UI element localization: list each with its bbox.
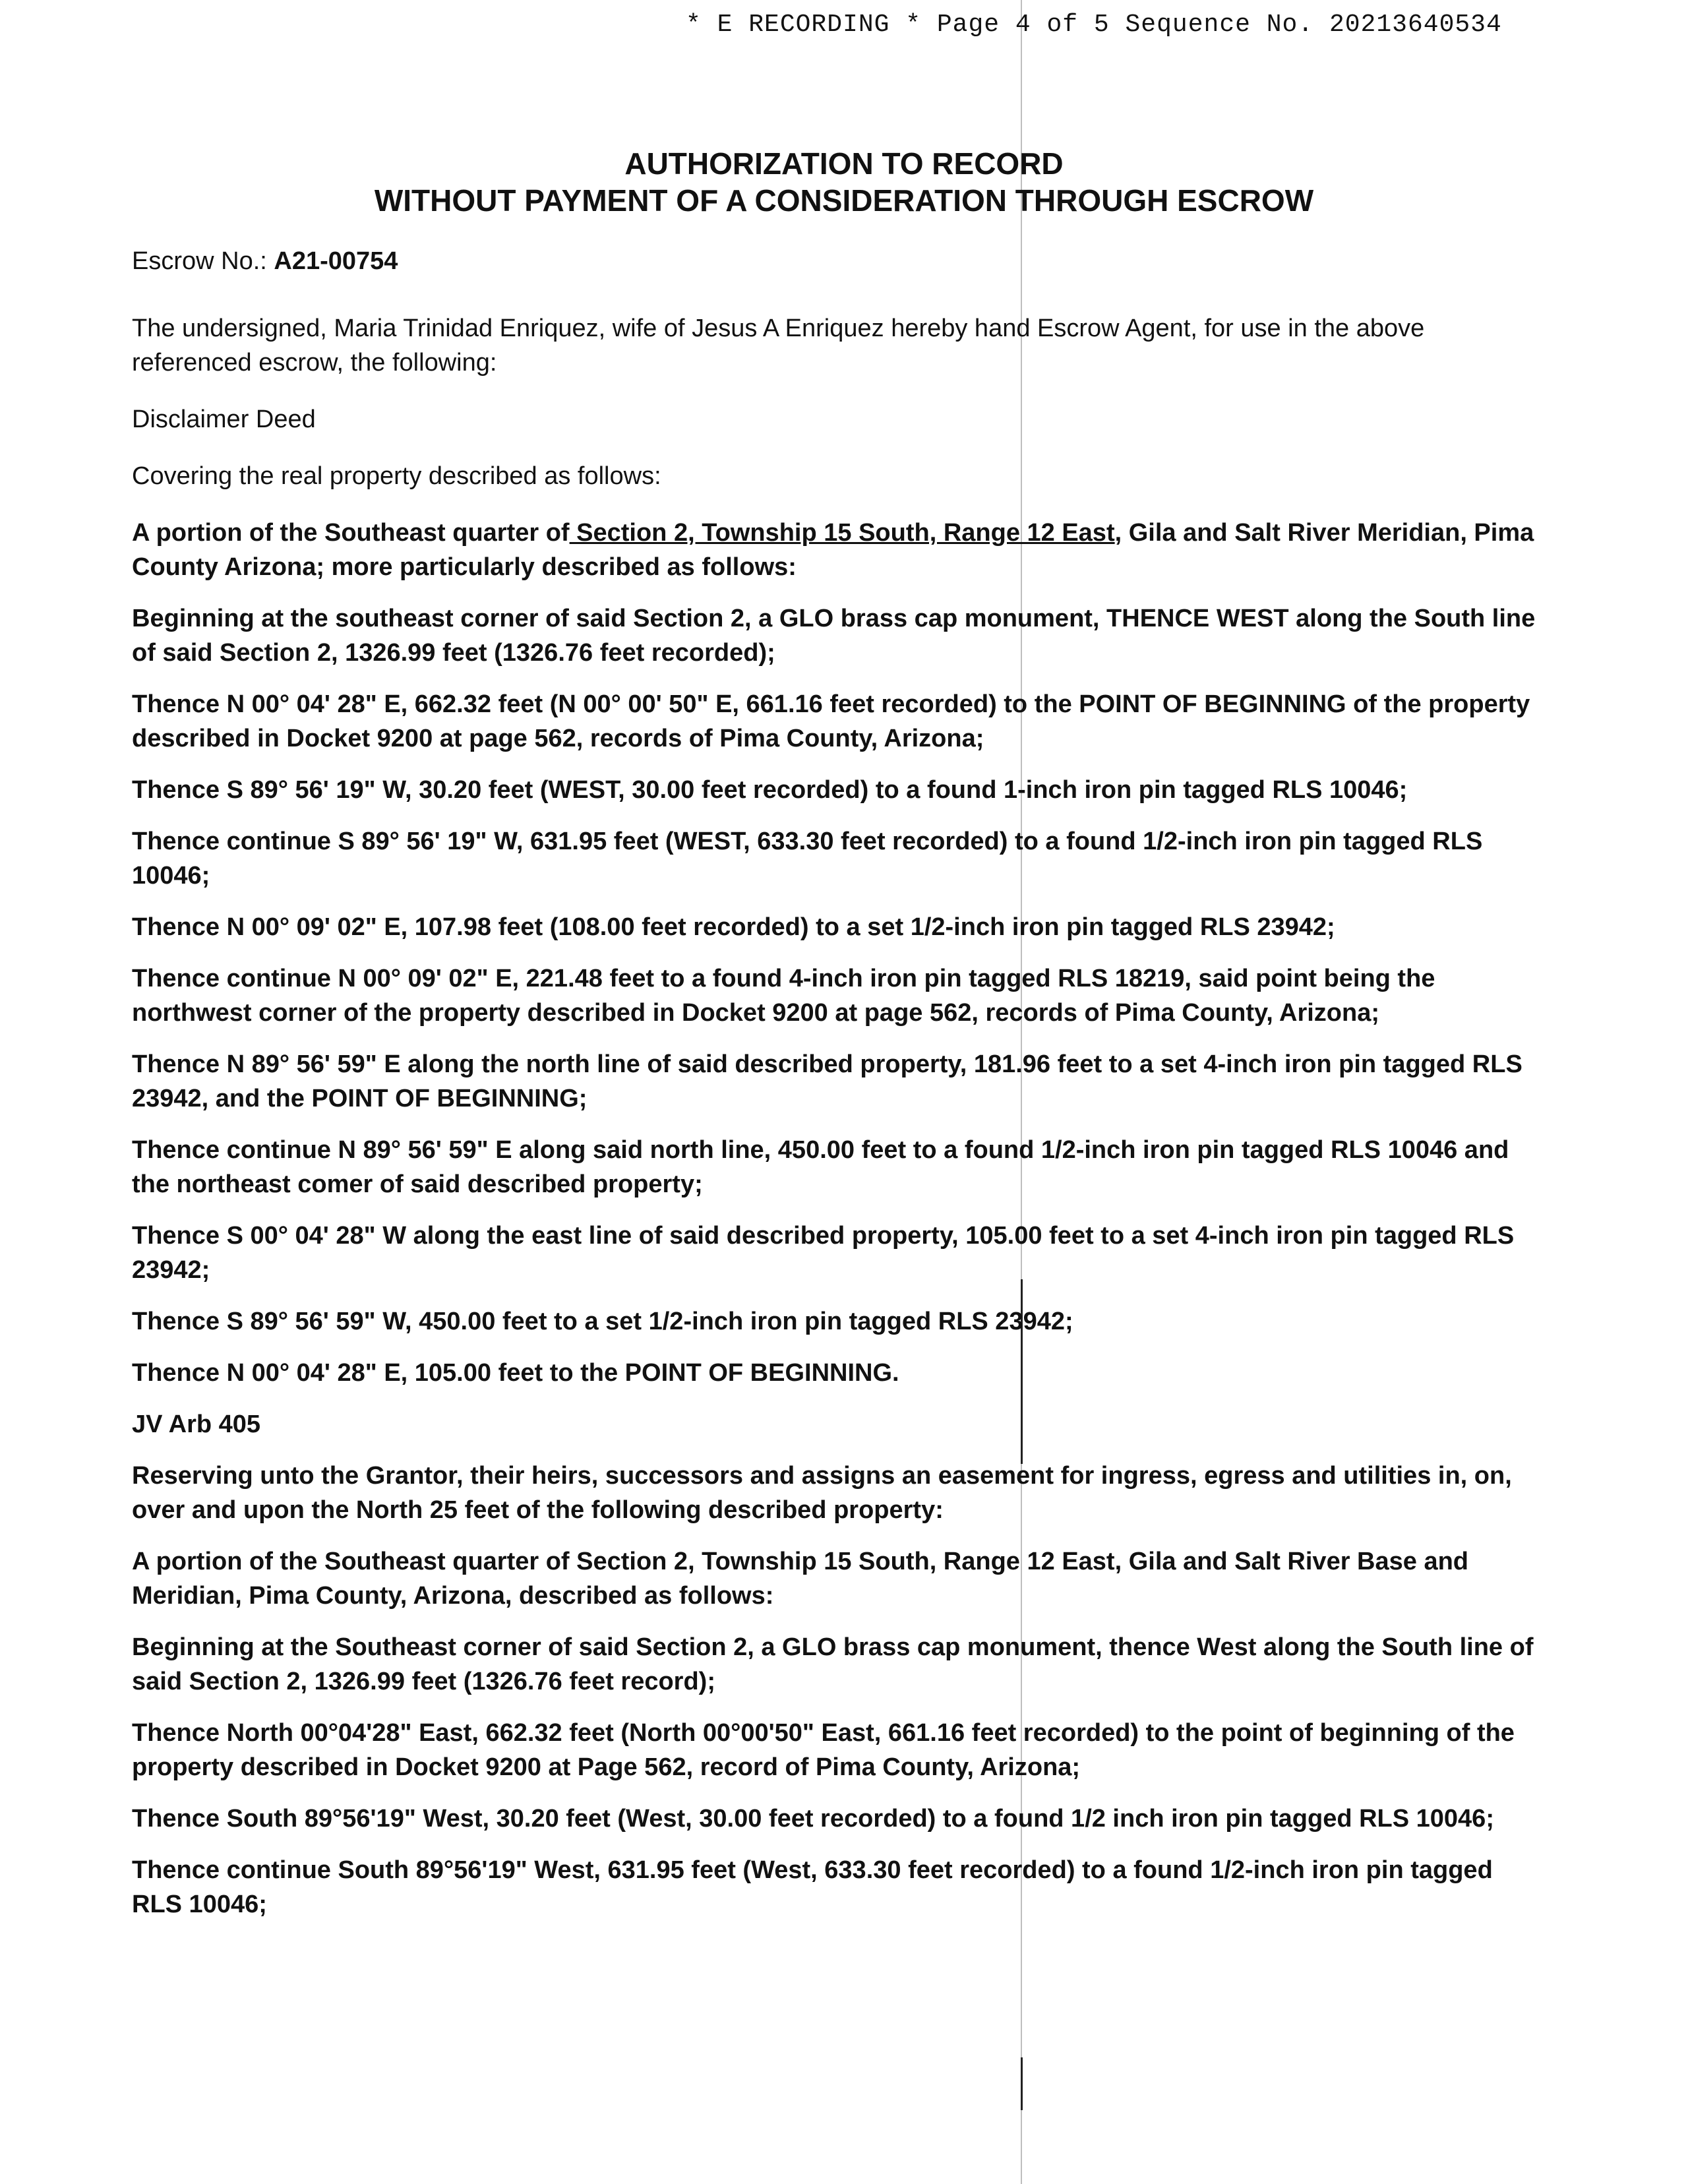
legal-intro-pre: A portion of the Southeast quarter of <box>132 519 570 547</box>
legal-intro-section: Section 2, Township 15 South, Range 12 East <box>569 519 1115 547</box>
intro-paragraph: The undersigned, Maria Trinidad Enriquez, wife of Jesus A Enriquez hereby hand Escrow Agent, for use in the above referenced escrow, the following: <box>132 315 1425 377</box>
legal-paragraph: Thence continue N 00° 09' 02" E, 221.48 feet to a found 4-inch iron pin tagged RLS 18219, said point being the northwest corner of the property described in Docket 9200 at page 562, records of Pima County, Arizona; <box>132 965 1435 1027</box>
scan-artifact-line-dark <box>1021 2057 1023 2110</box>
title-line-2: WITHOUT PAYMENT OF A CONSIDERATION THROUGH ESCROW <box>374 183 1314 218</box>
title-line-1: AUTHORIZATION TO RECORD <box>624 146 1064 181</box>
legal-paragraph: Thence S 89° 56' 19" W, 30.20 feet (WEST, 30.00 feet recorded) to a found 1-inch iron pin tagged RLS 10046; <box>132 776 1408 804</box>
legal-paragraph: Thence continue N 89° 56' 59" E along said north line, 450.00 feet to a found 1/2-inch iron pin tagged RLS 10046 and the northeast comer of said described property; <box>132 1136 1509 1198</box>
document-title <box>0 145 1688 219</box>
legal-paragraph: Thence continue S 89° 56' 19" W, 631.95 feet (WEST, 633.30 feet recorded) to a found 1/2-inch iron pin tagged RLS 10046; <box>132 828 1483 890</box>
easement-reservation: Reserving unto the Grantor, their heirs, successors and assigns an easement for ingress, egress and utilities in, on, over and upon the North 25 feet of the following described property: <box>132 1462 1512 1524</box>
legal-description-intro <box>132 516 1550 584</box>
legal-paragraph: Thence N 89° 56' 59" E along the north line of said described property, 181.96 feet to a set 4-inch iron pin tagged RLS 23942, and the POINT OF BEGINNING; <box>132 1050 1522 1112</box>
legal-paragraph: Thence S 00° 04' 28" W along the east line of said described property, 105.00 feet to a set 4-inch iron pin tagged RLS 23942; <box>132 1222 1515 1284</box>
legal-paragraph: Thence North 00°04'28" East, 662.32 feet (North 00°00'50" East, 661.16 feet recorded) to the point of beginning of the property described in Docket 9200 at Page 562, record of Pima County, Arizona; <box>132 1719 1515 1781</box>
legal-paragraph: Thence N 00° 04' 28" E, 662.32 feet (N 00° 00' 50" E, 661.16 feet recorded) to the POINT OF BEGINNING of the property described in Docket 9200 at page 562, records of Pima County, Arizona; <box>132 690 1530 752</box>
covering-statement: Covering the real property described as follows: <box>132 462 661 490</box>
legal-paragraph: Thence continue South 89°56'19" West, 631.95 feet (West, 633.30 feet recorded) to a found 1/2-inch iron pin tagged RLS 10046; <box>132 1856 1493 1918</box>
document-type: Disclaimer Deed <box>132 406 316 433</box>
arb-reference: JV Arb 405 <box>132 1410 261 1438</box>
legal-paragraph: Thence S 89° 56' 59" W, 450.00 feet to a set 1/2-inch iron pin tagged RLS 23942; <box>132 1308 1073 1335</box>
legal-paragraph: Beginning at the Southeast corner of said Section 2, a GLO brass cap monument, thence West along the South line of said Section 2, 1326.99 feet (1326.76 feet record); <box>132 1633 1534 1695</box>
legal-paragraph: Beginning at the southeast corner of said Section 2, a GLO brass cap monument, THENCE WEST along the South line of said Section 2, 1326.99 feet (1326.76 feet recorded); <box>132 605 1536 667</box>
legal-paragraph: Thence South 89°56'19" West, 30.20 feet (West, 30.00 feet recorded) to a found 1/2 inch iron pin tagged RLS 10046; <box>132 1805 1494 1833</box>
document-body <box>132 244 1550 1939</box>
legal-paragraph: Thence N 00° 09' 02" E, 107.98 feet (108.00 feet recorded) to a set 1/2-inch iron pin tagged RLS 23942; <box>132 913 1335 941</box>
legal-paragraph: A portion of the Southeast quarter of Section 2, Township 15 South, Range 12 East, Gila and Salt River Base and Meridian, Pima County, Arizona, described as follows: <box>132 1548 1469 1610</box>
legal-intro-post: , Gila and Salt River Meridian, Pima County Arizona; more particularly described as follows: <box>132 519 1534 581</box>
escrow-number-line <box>132 244 1550 278</box>
escrow-number: A21-00754 <box>274 247 398 275</box>
recording-stamp: * E RECORDING * Page 4 of 5 Sequence No. 20213640534 <box>686 11 1502 39</box>
escrow-label: Escrow No.: <box>132 247 274 275</box>
legal-paragraph: Thence N 00° 04' 28" E, 105.00 feet to the POINT OF BEGINNING. <box>132 1359 899 1387</box>
